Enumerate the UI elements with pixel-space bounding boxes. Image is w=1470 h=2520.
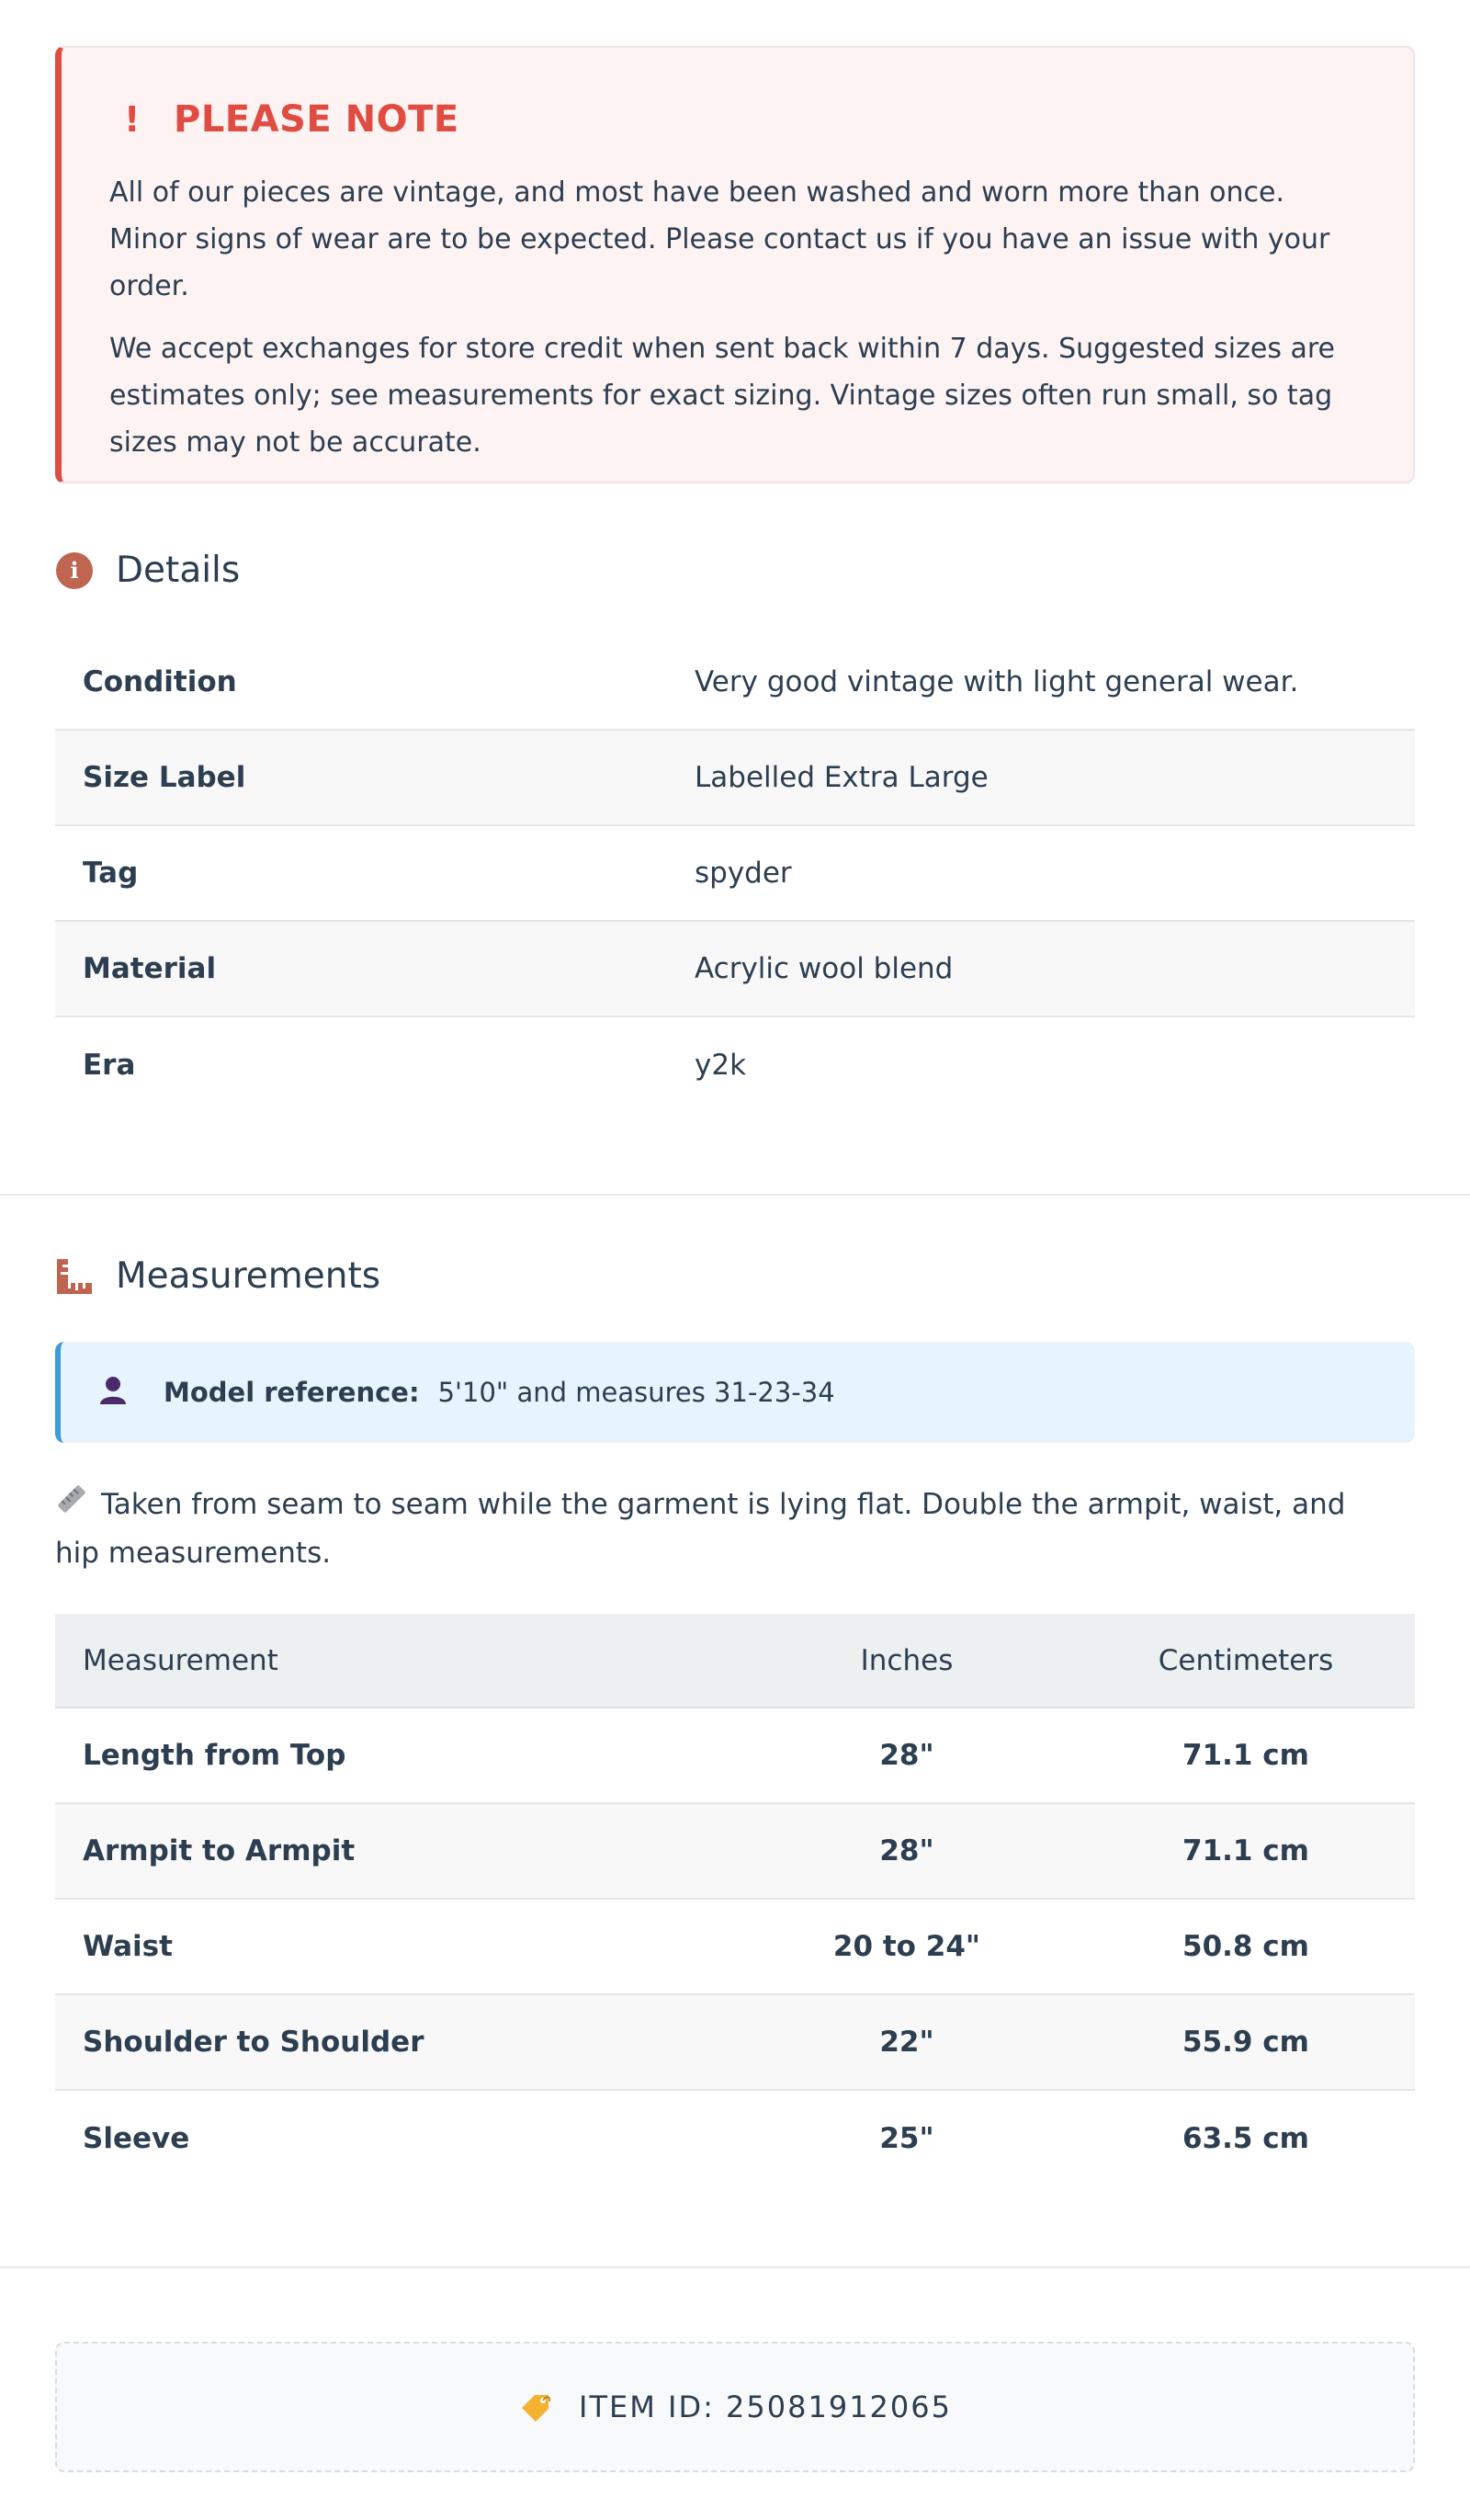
measurement-name: Shoulder to Shoulder — [55, 1994, 737, 2090]
person-icon — [97, 1374, 129, 1412]
tag-icon — [518, 2389, 553, 2424]
note-paragraph-2: We accept exchanges for store credit when sent back within 7 days. Suggested sizes are estimates only; see measurements for exact sizing. Vintage sizes often run small, so tag sizes may not be accurate. — [109, 333, 1336, 459]
measurement-name: Length from Top — [55, 1708, 737, 1803]
table-header-row — [55, 1614, 1415, 1708]
table-row — [55, 2090, 1415, 2185]
measurement-cm: 71.1 cm — [1077, 1803, 1415, 1899]
table-row — [55, 825, 1415, 921]
table-row — [55, 1899, 1415, 1994]
model-reference-label: Model reference: — [164, 1377, 420, 1408]
measurement-cm: 63.5 cm — [1182, 2121, 1309, 2155]
detail-value: Acrylic wool blend — [667, 921, 1415, 1016]
measurements-title: Measurements — [116, 1255, 381, 1297]
note-paragraph-1: All of our pieces are vintage, and most have been washed and worn more than once. Minor signs of wear are to be expected. Please contact us if you have an issue with your order. — [109, 176, 1330, 302]
measurement-inches: 28" — [737, 1803, 1077, 1899]
table-row — [55, 921, 1415, 1016]
table-row — [55, 634, 1415, 730]
table-row — [55, 1994, 1415, 2090]
measurement-note — [55, 1481, 1378, 1577]
ruler-icon — [55, 1482, 88, 1530]
note-title: PLEASE NOTE — [174, 98, 459, 141]
please-note-box — [55, 46, 1415, 483]
note-header — [109, 98, 1367, 141]
details-header — [55, 550, 240, 591]
measurement-name: Armpit to Armpit — [55, 1803, 737, 1899]
column-header-measurement: Measurement — [55, 1614, 737, 1708]
details-table — [55, 634, 1415, 1112]
measurements-table — [55, 1614, 1415, 2185]
detail-value: Labelled Extra Large — [667, 730, 1415, 825]
item-id-box — [55, 2342, 1415, 2472]
section-divider — [0, 1194, 1470, 1196]
table-row — [55, 1708, 1415, 1803]
measurements-header — [55, 1255, 380, 1297]
measurement-inches: 20 to 24" — [737, 1899, 1077, 1994]
details-title: Details — [116, 550, 241, 591]
model-reference-box — [55, 1342, 1415, 1443]
detail-label: Tag — [55, 825, 667, 921]
measurement-cm: 71.1 cm — [1077, 1708, 1415, 1803]
measurement-inches: 25" — [879, 2121, 934, 2155]
column-header-centimeters: Centimeters — [1077, 1614, 1415, 1708]
measurement-cm: 55.9 cm — [1077, 1994, 1415, 2090]
section-divider — [0, 2266, 1470, 2268]
detail-value: spyder — [667, 825, 1415, 921]
detail-label: Material — [55, 921, 667, 1016]
detail-label: Condition — [55, 634, 667, 730]
detail-value: y2k — [695, 1048, 747, 1082]
exclamation-icon: ! — [124, 99, 141, 140]
measurement-name: Sleeve — [83, 2121, 190, 2155]
detail-label: Era — [83, 1048, 136, 1082]
measurement-inches: 28" — [737, 1708, 1077, 1803]
measurement-name: Waist — [55, 1899, 737, 1994]
table-row — [55, 730, 1415, 825]
measurement-note-text: Taken from seam to seam while the garment is lying flat. Double the armpit, waist, and hip measurements. — [55, 1488, 1346, 1570]
table-row — [55, 1803, 1415, 1899]
info-icon: i — [55, 551, 94, 590]
ruler-icon — [55, 1257, 94, 1296]
detail-value: Very good vintage with light general wear. — [667, 634, 1415, 730]
item-id-text: ITEM ID: 25081912065 — [579, 2389, 952, 2424]
measurement-cm: 50.8 cm — [1077, 1899, 1415, 1994]
detail-label: Size Label — [55, 730, 667, 825]
measurement-inches: 22" — [737, 1994, 1077, 2090]
table-row — [55, 1016, 1415, 1112]
model-reference-value: 5'10" and measures 31-23-34 — [437, 1377, 835, 1408]
column-header-inches: Inches — [737, 1614, 1077, 1708]
